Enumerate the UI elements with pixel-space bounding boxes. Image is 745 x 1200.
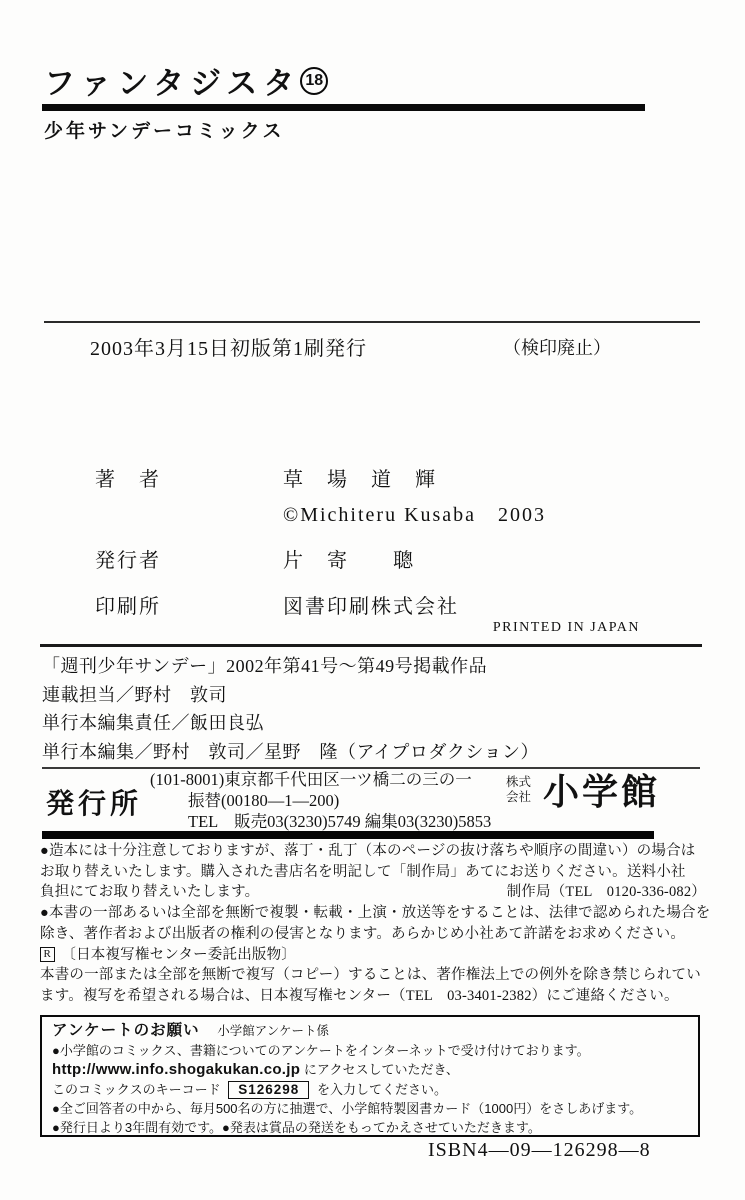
postal-transfer: 振替(00180—1—200)	[188, 791, 340, 810]
printed-in-japan: PRINTED IN JAPAN	[492, 620, 640, 635]
keycode-row: このコミックスのキーコード S126298 を入力してください。	[52, 1081, 447, 1097]
publisher-office-label: 発行所	[46, 788, 143, 819]
production-dept-contact: 制作局（TEL 0120-336-082）	[506, 884, 706, 901]
notice-line: ●造本には十分注意しておりますが、落丁・乱丁（本のページの抜け落ちや順序の間違い）の場合は	[40, 843, 696, 859]
survey-heading: アンケートのお願い	[52, 1022, 200, 1039]
legal-notices	[40, 841, 711, 1007]
survey-line: ●小学館のコミックス、書籍についてのアンケートをインターネットで受け付けております。	[52, 1043, 590, 1059]
title-divider	[42, 104, 645, 111]
notice-line: お取り替えいたします。購入された書店名を明記して「制作局」あてにお送りください。送料小社	[40, 863, 686, 880]
magazine-run-line: 「週刊少年サンデー」2002年第41号〜第49号掲載作品	[42, 656, 488, 676]
staff-line: 単行本編集／野村 敦司／星野 隆（アイプロダクション）	[42, 741, 539, 762]
copyright-line: ©Michiteru Kusaba 2003	[283, 504, 547, 526]
notice-line: 除き、著作者および出版者の権利の侵害となります。あらかじめ小社あて許諾をお求めください。	[40, 925, 686, 942]
thick-divider	[42, 831, 654, 839]
notice-line: 制作局（TEL 0120-336-082） 負担にてお取り替えいたします。	[40, 882, 706, 903]
keycode-box: S126298	[228, 1081, 309, 1099]
staff-line: 単行本編集責任／飯田良弘	[42, 713, 264, 733]
volume-badge: 18	[300, 67, 328, 95]
survey-url: http://www.info.shogakukan.co.jp	[52, 1061, 301, 1079]
author-name: 草 場 道 輝	[283, 469, 437, 491]
publisher-address: (101-8001)東京都千代田区一ツ橋二の三の一	[150, 770, 472, 789]
registered-r-mark: R	[40, 947, 55, 962]
survey-box	[40, 1015, 700, 1137]
publisher-office-details	[150, 769, 491, 832]
title-block	[44, 58, 328, 103]
staff-line: 連載担当／野村 敦司	[42, 684, 227, 705]
survey-line: ●全ご回答者の中から、毎月500名の方に抽選で、小学館特製図書カード（1000円）をさしあげます。	[52, 1100, 643, 1116]
printer-name: 図書印刷株式会社	[283, 596, 459, 618]
page-title: ファンタジスタ	[44, 66, 301, 101]
survey-line: ●発行日より3年間有効です。●発表は賞品の発送をもってかえさせていただきます。	[52, 1120, 541, 1136]
isbn-line: ISBN4—09—126298—8	[428, 1139, 651, 1161]
tel-line: TEL 販売03(3230)5749 編集03(3230)5853	[188, 812, 492, 831]
printer-label: 印刷所	[95, 596, 161, 618]
serialization-divider	[40, 644, 702, 647]
survey-heading-row	[52, 1021, 688, 1041]
survey-subheading: 小学館アンケート係	[217, 1024, 329, 1038]
publisher-label: 発行者	[95, 550, 161, 572]
notice-line: ます。複写を希望される場合は、日本複写権センター（TEL 03-3401-2382）にご連絡ください。	[40, 987, 679, 1004]
edition-date: 2003年3月15日初版第1刷発行	[90, 338, 367, 360]
author-label: 著 者	[95, 469, 161, 491]
notice-line: 本書の一部または全部を無断で複写（コピー）することは、著作権法上での例外を除き禁じられてい	[40, 967, 701, 984]
publisher-name: 片 寄 聰	[283, 550, 415, 572]
copy-rights-center-line: R 〔日本複写権センター委託出版物〕	[40, 945, 706, 966]
survey-url-row: http://www.info.shogakukan.co.jp にアクセスしていただき、	[52, 1061, 459, 1079]
edition-divider	[44, 321, 700, 323]
serialization-block	[42, 652, 539, 766]
notice-line: ●本書の一部あるいは全部を無断で複製・転載・上演・放送等をすることは、法律で認められた場合を	[40, 905, 711, 922]
company-name: 小学館	[543, 771, 661, 812]
seal-note: （検印廃止）	[503, 338, 611, 358]
corporation-type: 株式 会社	[506, 775, 532, 804]
series-label: 少年サンデーコミックス	[44, 121, 285, 142]
